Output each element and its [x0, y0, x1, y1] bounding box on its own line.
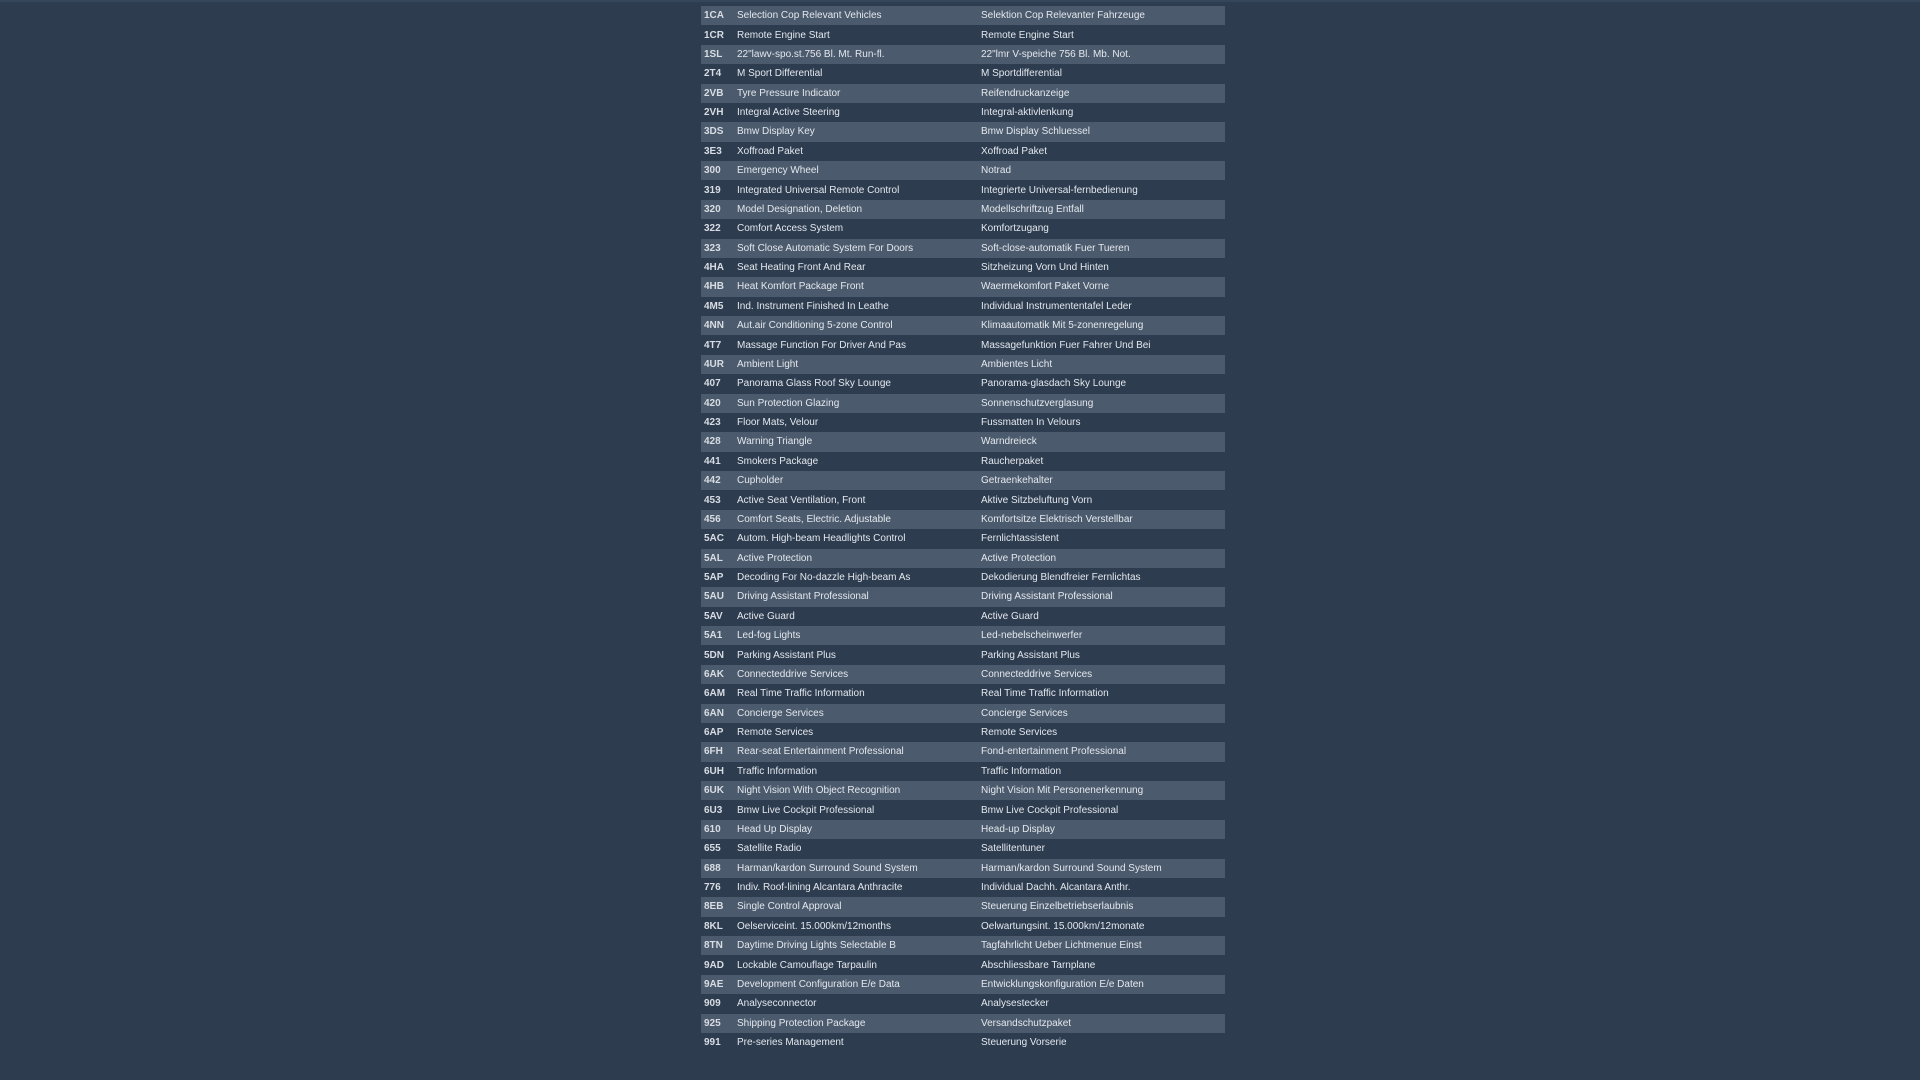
option-description-de: Individual Instrumententafel Leder — [981, 300, 1132, 312]
table-row — [701, 897, 1225, 916]
option-description-en: Development Configuration E/e Data — [737, 978, 900, 990]
option-description-en: Daytime Driving Lights Selectable B — [737, 940, 896, 952]
table-row — [701, 452, 1225, 471]
table-row — [701, 742, 1225, 761]
table-row — [701, 936, 1225, 955]
option-code: 925 — [704, 1017, 721, 1029]
option-code: 320 — [704, 203, 721, 215]
option-code: 6U3 — [704, 804, 723, 816]
option-description-en: M Sport Differential — [737, 68, 823, 80]
option-code: 441 — [704, 455, 721, 467]
table-row — [701, 103, 1225, 122]
table-row — [701, 568, 1225, 587]
option-code: 4HB — [704, 281, 725, 293]
table-row — [701, 277, 1225, 296]
option-description-en: Seat Heating Front And Rear — [737, 262, 866, 274]
option-description-de: Led-nebelscheinwerfer — [981, 630, 1083, 642]
table-row — [701, 316, 1225, 335]
option-code: 442 — [704, 475, 721, 487]
option-code: 5DN — [704, 649, 725, 661]
option-description-de: Sonnenschutzverglasung — [981, 397, 1094, 409]
option-description-de: Waermekomfort Paket Vorne — [981, 281, 1110, 293]
option-code: 5AL — [704, 552, 723, 564]
table-row — [701, 723, 1225, 742]
option-code: 407 — [704, 378, 721, 390]
table-row — [701, 161, 1225, 180]
option-code: 6AP — [704, 727, 724, 739]
option-description-de: Reifendruckanzeige — [981, 87, 1070, 99]
option-description-en: Massage Function For Driver And Pas — [737, 339, 906, 351]
option-description-de: Xoffroad Paket — [981, 145, 1047, 157]
option-description-en: Decoding For No-dazzle High-beam As — [737, 572, 911, 584]
table-row — [701, 1033, 1225, 1052]
option-description-en: Comfort Access System — [737, 223, 844, 235]
option-description-en: Parking Assistant Plus — [737, 649, 836, 661]
table-row — [701, 800, 1225, 819]
option-code: 1CR — [704, 29, 725, 41]
option-description-en: Model Designation, Deletion — [737, 203, 863, 215]
option-description-de: Oelwartungsint. 15.000km/12monate — [981, 920, 1145, 932]
option-code: 610 — [704, 823, 721, 835]
option-description-en: Night Vision With Object Recognition — [737, 785, 901, 797]
option-description-de: Komfortsitze Elektrisch Verstellbar — [981, 513, 1133, 525]
option-description-de: Bmw Display Schluessel — [981, 126, 1090, 138]
option-description-en: Integrated Universal Remote Control — [737, 184, 900, 196]
option-description-de: Connecteddrive Services — [981, 668, 1093, 680]
option-code: 5AP — [704, 572, 724, 584]
table-row — [701, 432, 1225, 451]
table-row — [701, 471, 1225, 490]
option-description-de: Dekodierung Blendfreier Fernlichtas — [981, 572, 1141, 584]
option-code: 5AC — [704, 533, 725, 545]
option-description-de: Remote Services — [981, 727, 1058, 739]
table-row — [701, 64, 1225, 83]
table-row — [701, 587, 1225, 606]
option-description-en: Active Protection — [737, 552, 813, 564]
table-row — [701, 394, 1225, 413]
top-divider — [0, 0, 1920, 2]
option-description-de: Fussmatten In Velours — [981, 417, 1081, 429]
option-description-en: Concierge Services — [737, 707, 824, 719]
option-description-de: Warndreieck — [981, 436, 1037, 448]
table-row — [701, 955, 1225, 974]
option-code: 3DS — [704, 126, 724, 138]
option-code: 655 — [704, 843, 721, 855]
option-description-de: Head-up Display — [981, 823, 1055, 835]
option-description-en: Single Control Approval — [737, 901, 842, 913]
option-description-en: Integral Active Steering — [737, 107, 840, 119]
option-code: 6UH — [704, 765, 725, 777]
table-row — [701, 762, 1225, 781]
option-description-de: Analysestecker — [981, 998, 1049, 1010]
option-code: 991 — [704, 1037, 721, 1049]
option-code: 2VB — [704, 87, 724, 99]
option-code: 6AK — [704, 668, 725, 680]
table-row — [701, 975, 1225, 994]
option-description-de: Klimaautomatik Mit 5-zonenregelung — [981, 320, 1144, 332]
option-description-de: Fond-entertainment Professional — [981, 746, 1127, 758]
option-description-en: Soft Close Automatic System For Doors — [737, 242, 914, 254]
option-description-de: Ambientes Licht — [981, 358, 1053, 370]
option-code: 6AM — [704, 688, 726, 700]
option-description-en: Floor Mats, Velour — [737, 417, 819, 429]
table-row — [701, 665, 1225, 684]
option-description-en: Led-fog Lights — [737, 630, 801, 642]
option-description-de: Traffic Information — [981, 765, 1062, 777]
option-description-de: Raucherpaket — [981, 455, 1044, 467]
option-description-de: Concierge Services — [981, 707, 1068, 719]
option-description-en: Traffic Information — [737, 765, 818, 777]
option-code: 6FH — [704, 746, 723, 758]
table-row — [701, 510, 1225, 529]
option-code: 9AD — [704, 959, 725, 971]
option-code: 5AU — [704, 591, 725, 603]
option-description-en: Oelserviceint. 15.000km/12months — [737, 920, 891, 932]
option-description-de: Integrierte Universal-fernbedienung — [981, 184, 1138, 196]
option-description-en: Bmw Live Cockpit Professional — [737, 804, 875, 816]
option-description-en: Active Guard — [737, 610, 795, 622]
option-description-de: Komfortzugang — [981, 223, 1049, 235]
option-description-de: Tagfahrlicht Ueber Lichtmenue Einst — [981, 940, 1142, 952]
option-description-en: Connecteddrive Services — [737, 668, 849, 680]
table-row — [701, 142, 1225, 161]
table-row — [701, 258, 1225, 277]
table-row — [701, 781, 1225, 800]
option-description-en: Shipping Protection Package — [737, 1017, 866, 1029]
option-code: 8KL — [704, 920, 723, 932]
option-description-de: Harman/kardon Surround Sound System — [981, 862, 1162, 874]
option-code: 776 — [704, 882, 721, 894]
table-row — [701, 355, 1225, 374]
option-description-en: Harman/kardon Surround Sound System — [737, 862, 918, 874]
table-row — [701, 704, 1225, 723]
option-description-en: Aut.air Conditioning 5-zone Control — [737, 320, 893, 332]
option-description-de: Active Protection — [981, 552, 1057, 564]
option-description-de: Entwicklungskonfiguration E/e Daten — [981, 978, 1144, 990]
table-row — [701, 200, 1225, 219]
option-code: 420 — [704, 397, 721, 409]
table-row — [701, 917, 1225, 936]
option-description-en: Xoffroad Paket — [737, 145, 803, 157]
option-description-en: Ambient Light — [737, 358, 799, 370]
option-description-en: Comfort Seats, Electric. Adjustable — [737, 513, 891, 525]
option-description-en: Rear-seat Entertainment Professional — [737, 746, 904, 758]
option-description-de: M Sportdifferential — [981, 68, 1062, 80]
option-description-en: Warning Triangle — [737, 436, 813, 448]
option-description-en: Analyseconnector — [737, 998, 817, 1010]
option-code: 2T4 — [704, 68, 722, 80]
option-code: 319 — [704, 184, 721, 196]
option-description-de: Driving Assistant Professional — [981, 591, 1113, 603]
option-description-en: Remote Services — [737, 727, 814, 739]
option-description-en: Head Up Display — [737, 823, 813, 835]
option-code: 4HA — [704, 262, 725, 274]
table-row — [701, 549, 1225, 568]
option-description-en: Active Seat Ventilation, Front — [737, 494, 866, 506]
table-row — [701, 820, 1225, 839]
option-description-de: Notrad — [981, 165, 1012, 177]
option-code: 1SL — [704, 48, 723, 60]
table-row — [701, 684, 1225, 703]
table-row — [701, 180, 1225, 199]
option-description-en: Driving Assistant Professional — [737, 591, 869, 603]
option-description-en: Smokers Package — [737, 455, 819, 467]
option-code: 456 — [704, 513, 721, 525]
option-description-de: Soft-close-automatik Fuer Tueren — [981, 242, 1130, 254]
option-description-de: Active Guard — [981, 610, 1039, 622]
option-description-en: Sun Protection Glazing — [737, 397, 840, 409]
option-code: 5AV — [704, 610, 723, 622]
option-code: 9AE — [704, 978, 724, 990]
option-description-en: Indiv. Roof-lining Alcantara Anthracite — [737, 882, 903, 894]
table-row — [701, 878, 1225, 897]
option-description-de: Massagefunktion Fuer Fahrer Und Bei — [981, 339, 1151, 351]
option-description-de: 22"lmr V-speiche 756 Bl. Mb. Not. — [981, 48, 1131, 60]
option-description-de: Panorama-glasdach Sky Lounge — [981, 378, 1127, 390]
option-code: 2VH — [704, 107, 724, 119]
option-description-de: Bmw Live Cockpit Professional — [981, 804, 1119, 816]
option-code: 5A1 — [704, 630, 723, 642]
option-code: 3E3 — [704, 145, 722, 157]
option-description-de: Sitzheizung Vorn Und Hinten — [981, 262, 1109, 274]
option-description-en: Heat Komfort Package Front — [737, 281, 864, 293]
option-codes-table — [701, 6, 1225, 1052]
option-description-de: Remote Engine Start — [981, 29, 1074, 41]
option-description-en: Cupholder — [737, 475, 784, 487]
option-description-en: Bmw Display Key — [737, 126, 815, 138]
option-code: 6AN — [704, 707, 725, 719]
option-description-en: Lockable Camouflage Tarpaulin — [737, 959, 877, 971]
option-description-de: Aktive Sitzbeluftung Vorn — [981, 494, 1093, 506]
option-description-de: Parking Assistant Plus — [981, 649, 1080, 661]
table-row — [701, 122, 1225, 141]
option-code: 909 — [704, 998, 721, 1010]
option-description-de: Selektion Cop Relevanter Fahrzeuge — [981, 10, 1145, 22]
table-row — [701, 413, 1225, 432]
option-code: 300 — [704, 165, 721, 177]
table-row — [701, 859, 1225, 878]
option-code: 688 — [704, 862, 721, 874]
option-code: 4NN — [704, 320, 725, 332]
table-row — [701, 335, 1225, 354]
table-row — [701, 374, 1225, 393]
table-row — [701, 297, 1225, 316]
table-row — [701, 6, 1225, 25]
option-code: 323 — [704, 242, 721, 254]
table-row — [701, 219, 1225, 238]
table-row — [701, 626, 1225, 645]
option-description-de: Getraenkehalter — [981, 475, 1053, 487]
option-description-en: Selection Cop Relevant Vehicles — [737, 10, 882, 22]
option-description-en: 22"lawv-spo.st.756 Bl. Mt. Run-fl. — [737, 48, 885, 60]
option-description-de: Fernlichtassistent — [981, 533, 1059, 545]
option-code: 428 — [704, 436, 721, 448]
table-row — [701, 839, 1225, 858]
option-description-de: Real Time Traffic Information — [981, 688, 1109, 700]
option-description-en: Emergency Wheel — [737, 165, 819, 177]
table-row — [701, 45, 1225, 64]
option-description-de: Night Vision Mit Personenerkennung — [981, 785, 1144, 797]
option-description-de: Modellschriftzug Entfall — [981, 203, 1084, 215]
option-code: 4UR — [704, 358, 725, 370]
option-code: 8EB — [704, 901, 724, 913]
option-code: 322 — [704, 223, 721, 235]
table-row — [701, 607, 1225, 626]
option-code: 8TN — [704, 940, 723, 952]
option-description-de: Individual Dachh. Alcantara Anthr. — [981, 882, 1131, 894]
option-description-en: Pre-series Management — [737, 1037, 844, 1049]
table-row — [701, 529, 1225, 548]
option-code: 4T7 — [704, 339, 722, 351]
option-description-de: Versandschutzpaket — [981, 1017, 1072, 1029]
option-code: 423 — [704, 417, 721, 429]
option-description-de: Steuerung Einzelbetriebserlaubnis — [981, 901, 1134, 913]
table-row — [701, 84, 1225, 103]
option-description-de: Steuerung Vorserie — [981, 1037, 1067, 1049]
option-code: 4M5 — [704, 300, 724, 312]
option-description-de: Integral-aktivlenkung — [981, 107, 1074, 119]
option-description-en: Remote Engine Start — [737, 29, 830, 41]
table-row — [701, 239, 1225, 258]
table-row — [701, 994, 1225, 1013]
option-description-en: Real Time Traffic Information — [737, 688, 865, 700]
option-code: 6UK — [704, 785, 725, 797]
table-row — [701, 25, 1225, 44]
table-row — [701, 490, 1225, 509]
option-code: 1CA — [704, 10, 725, 22]
option-description-en: Panorama Glass Roof Sky Lounge — [737, 378, 891, 390]
option-description-en: Ind. Instrument Finished In Leathe — [737, 300, 889, 312]
option-description-de: Satellitentuner — [981, 843, 1045, 855]
option-description-de: Abschliessbare Tarnplane — [981, 959, 1096, 971]
option-description-en: Satellite Radio — [737, 843, 802, 855]
option-description-en: Autom. High-beam Headlights Control — [737, 533, 906, 545]
option-description-en: Tyre Pressure Indicator — [737, 87, 841, 99]
table-row — [701, 645, 1225, 664]
table-row — [701, 1014, 1225, 1033]
option-code: 453 — [704, 494, 721, 506]
